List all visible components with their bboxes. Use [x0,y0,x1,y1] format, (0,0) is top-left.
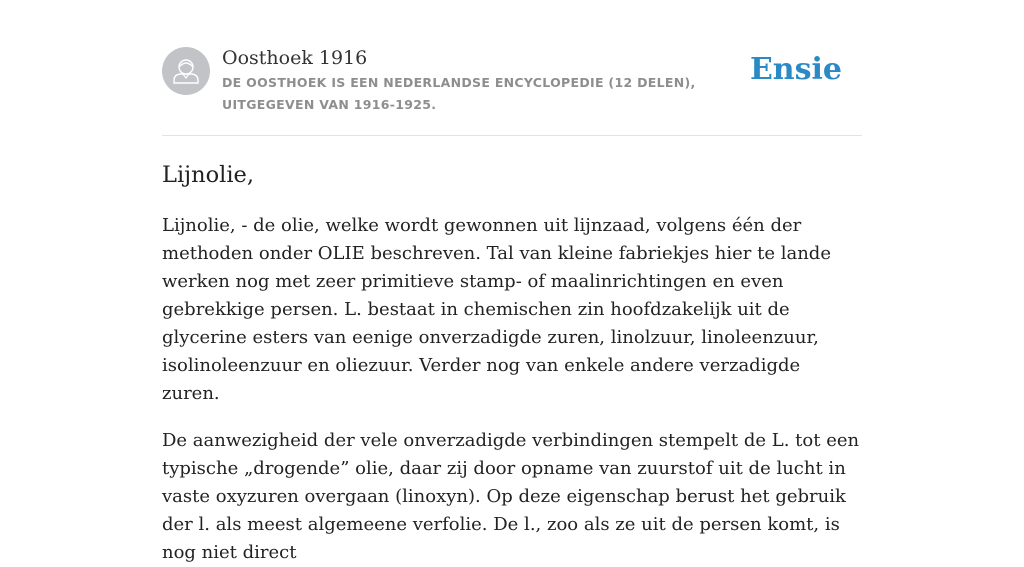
source-description: DE OOSTHOEK IS EEN NEDERLANDSE ENCYCLOPEDIE (12 DELEN), UITGEGEVEN VAN 1916-1925. [222,75,696,112]
article-paragraph: De aanwezigheid der vele onverzadigde verbindingen stempelt de L. tot een typische „drogende” olie, daar zij door opname van zuurstof uit de lucht in vaste oxyzuren overgaan (linoxyn). Op deze eigenschap berust het gebruik der l. als meest algemeene verfolie. De l., zoo als ze uit de persen komt, is nog niet direct [162,430,860,563]
ensie-logo[interactable]: Ensie [749,52,842,87]
header-divider [162,135,862,136]
user-icon [162,47,210,95]
source-header [162,46,862,136]
source-title[interactable]: Oosthoek 1916 [222,47,368,69]
article-paragraph: Lijnolie, - de olie, welke wordt gewonnen uit lijnzaad, volgens één der methoden onder OLIE beschreven. Tal van kleine fabriekjes hier te lande werken nog met zeer primitieve stamp- of maalinrichtingen en even gebrekkige persen. L. bestaat in chemischen zin hoofdzakelijk uit de glycerine esters van eenige onverzadigde zuren, linolzuur, linoleenzuur, isolinoleenzuur en oliezuur. Verder nog van enkele andere verzadigde zuren. [162,215,831,404]
avatar [162,47,210,95]
article [162,158,862,567]
article-title: Lijnolie, [162,162,255,188]
